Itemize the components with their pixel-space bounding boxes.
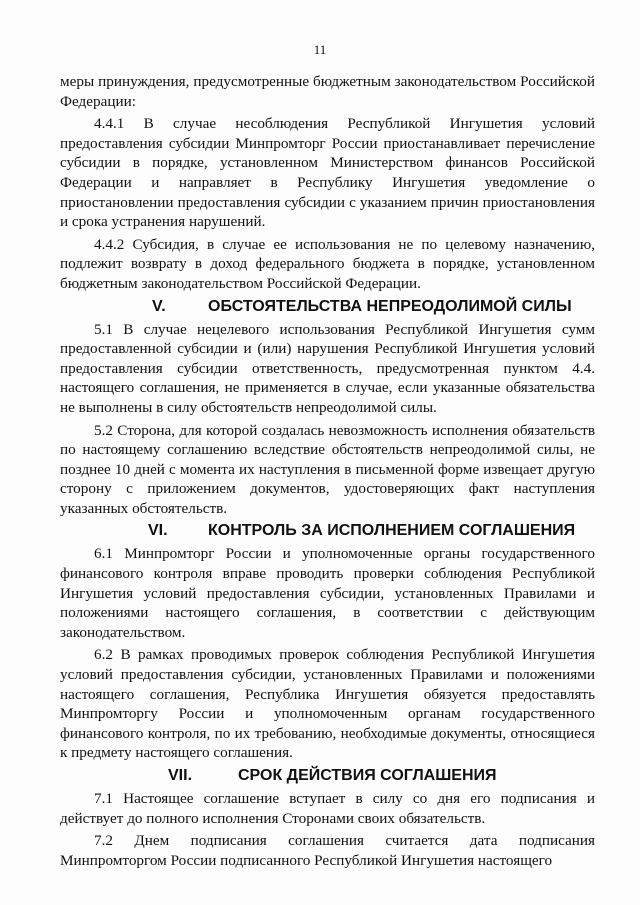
section-title: ОБСТОЯТЕЛЬСТВА НЕПРЕОДОЛИМОЙ СИЛЫ	[208, 297, 572, 315]
paragraph: 7.1 Настоящее соглашение вступает в силу со дня его подписания и действует до полного исполнения Сторонами своих обязательств.	[60, 790, 595, 827]
section-number: VI.	[148, 522, 168, 540]
section-heading	[60, 297, 595, 317]
paragraph: 4.4.1 В случае несоблюдения Республикой Ингушетия условий предоставления субсидии Минпромторг России приостанавливает перечисление субсидии в порядке, установленном Министерством финансов Российской Федерации и направляет в Республику Ингушетия уведомление о приостановлении предоставления субсидии с указанием причин приостановления и срока устранения нарушений.	[60, 115, 595, 231]
paragraph: 7.2 Днем подписания соглашения считается дата подписания Минпромторгом России подписанного Республикой Ингушетия настоящего	[60, 832, 595, 869]
section-title: КОНТРОЛЬ ЗА ИСПОЛНЕНИЕМ СОГЛАШЕНИЯ	[208, 522, 576, 540]
paragraph: 6.2 В рамках проводимых проверок соблюдения Республикой Ингушетия условий предоставления субсидии, установленных Правилами и положениями настоящего соглашения, Республика Ингушетия обязуется предоставлять Минпромторгу России и уполномоченным органам государственного финансового контроля, по их требованию, необходимые документы, относящиеся к предмету настоящего соглашения.	[60, 646, 595, 762]
section-number: VII.	[168, 767, 193, 784]
section-title: СРОК ДЕЙСТВИЯ СОГЛАШЕНИЯ	[238, 767, 497, 784]
section-number: V.	[152, 297, 166, 315]
document-body	[60, 72, 595, 873]
paragraph: меры принуждения, предусмотренные бюджетным законодательством Российской Федерации:	[60, 73, 595, 110]
section-heading	[60, 521, 595, 541]
paragraph: 4.4.2 Субсидия, в случае ее использования не по целевому назначению, подлежит возврату в доход федерального бюджета в порядке, установленном бюджетным законодательством Российской Федерации.	[60, 235, 595, 292]
paragraph: 5.2 Сторона, для которой создалась невозможность исполнения обязательств по настоящему соглашению вследствие обстоятельств непреодолимой силы, не позднее 10 дней с момента их наступления в письменной форме извещает другую сторону с приложением документов, удостоверяющих факт наступления указанных обстоятельств.	[60, 421, 595, 517]
paragraph: 6.1 Минпромторг России и уполномоченные органы государственного финансового контроля вправе проводить проверки соблюдения Республикой Ингушетия условий предоставления субсидии, установленных Правилами и положениями настоящего соглашения, в соответствии с действующим законодательством.	[60, 545, 595, 641]
page-number: 11	[313, 42, 327, 57]
paragraph: 5.1 В случае нецелевого использования Республикой Ингушетия сумм предоставленной субсидии и (или) нарушения Республикой Ингушетия условий предоставления субсидии ответственность, предусмотренная пунктом 4.4. настоящего соглашения, не применяется в случае, если указанные обязательства не выполнены в силу обстоятельств непреодолимой силы.	[60, 320, 595, 416]
section-heading	[60, 766, 595, 786]
